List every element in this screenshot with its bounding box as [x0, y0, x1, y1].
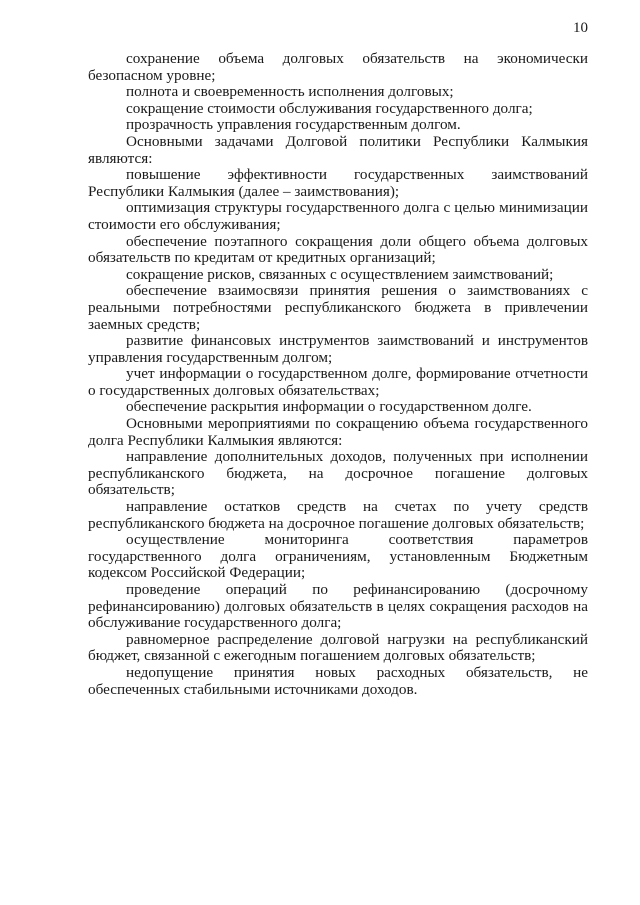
paragraph: прозрачность управления государственным долгом.	[126, 116, 461, 134]
paragraph: обеспечение раскрытия информации о государственном долге.	[126, 398, 532, 416]
paragraph: сохранение объема долговых обязательств на экономически безопасном уровне;	[88, 50, 588, 84]
paragraph: равномерное распределение долговой нагрузки на республиканский бюджет, связанной с ежегодным погашением долговых обязательств;	[88, 630, 588, 665]
paragraph: направление остатков средств на счетах по учету средств республиканского бюджета на досрочное погашение долговых обязательств;	[88, 498, 588, 532]
page-number: 10	[573, 20, 588, 36]
paragraph: направление дополнительных доходов, полученных при исполнении республиканского бюджета, на досрочное погашение долговых обязательств;	[88, 448, 588, 499]
paragraph: осуществление мониторинга соответствия параметров государственного долга ограничениям, установленным Бюджетным кодексом Российской Федерации;	[88, 531, 588, 582]
paragraph: повышение эффективности государственных заимствований Республики Калмыкия (далее – заимствования);	[88, 166, 588, 200]
document-body	[88, 51, 588, 698]
paragraph: недопущение принятия новых расходных обязательств, не обеспеченных стабильными источниками доходов.	[88, 663, 588, 698]
paragraph: Основными задачами Долговой политики Республики Калмыкия являются:	[88, 132, 588, 167]
paragraph: сокращение рисков, связанных с осуществлением заимствований;	[126, 265, 554, 283]
paragraph: учет информации о государственном долге, формирование отчетности о государственных долговых обязательствах;	[88, 365, 588, 399]
paragraph: полнота и своевременность исполнения долговых;	[126, 83, 454, 101]
paragraph: проведение операций по рефинансированию (досрочному рефинансированию) долговых обязательств в целях сокращения расходов на обслуживание государственного долга;	[88, 581, 588, 632]
paragraph: сокращение стоимости обслуживания государственного долга;	[126, 99, 533, 117]
paragraph: развитие финансовых инструментов заимствований и инструментов управления государственным долгом;	[88, 332, 588, 366]
paragraph: оптимизация структуры государственного долга с целью минимизации стоимости его обслуживания;	[88, 199, 588, 233]
paragraph: обеспечение поэтапного сокращения доли общего объема долговых обязательств по кредитам от кредитных организаций;	[88, 232, 588, 267]
paragraph: Основными мероприятиями по сокращению объема государственного долга Республики Калмыкия являются:	[88, 415, 588, 449]
paragraph: обеспечение взаимосвязи принятия решения о заимствованиях с реальными потребностями республиканского бюджета в привлечении заемных средств;	[88, 282, 588, 333]
